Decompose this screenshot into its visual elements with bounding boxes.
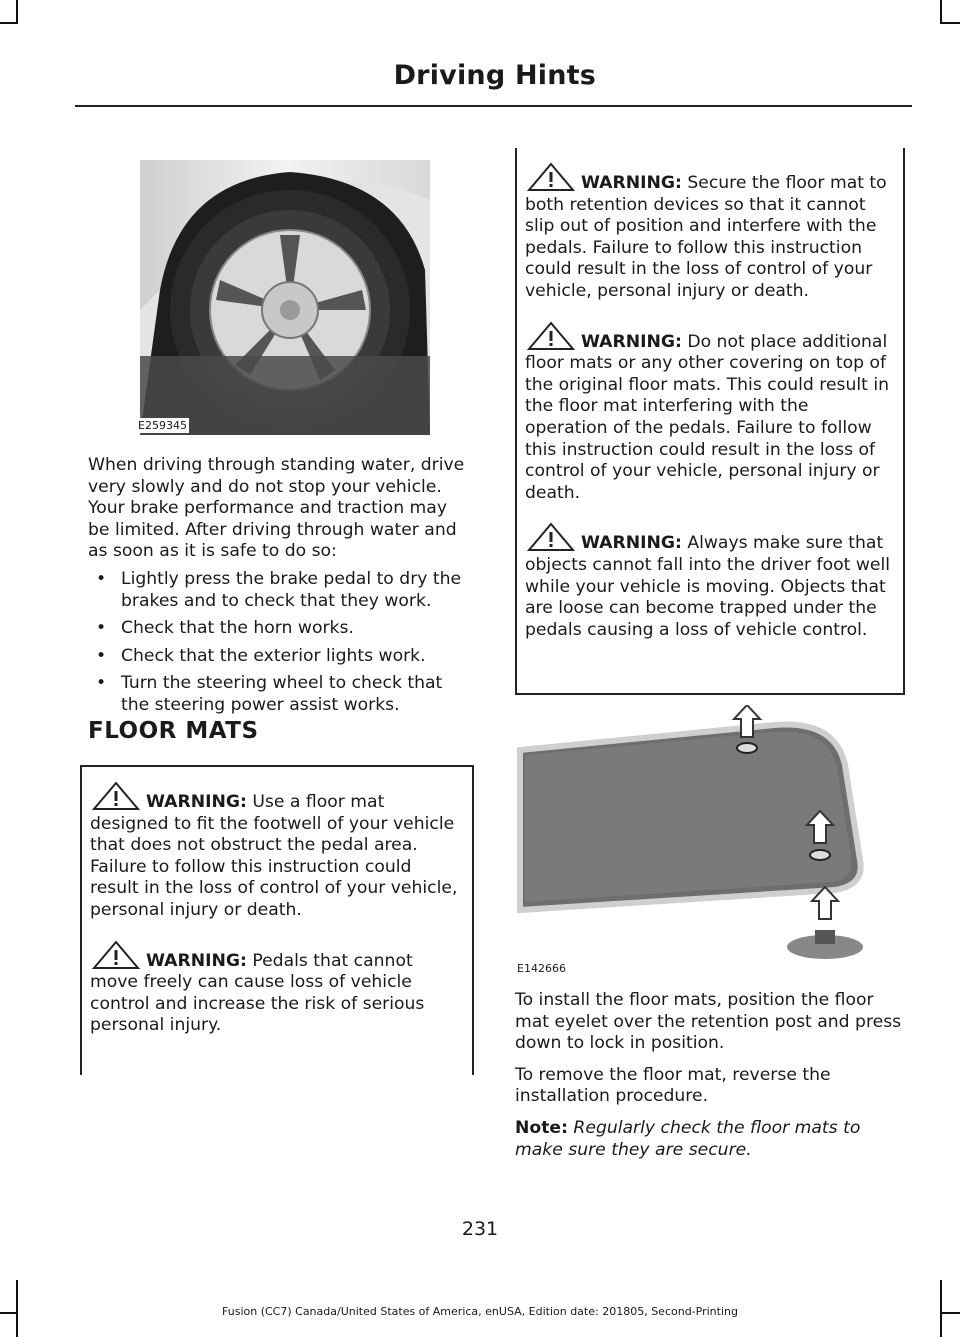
- page-header-title: Driving Hints: [393, 60, 596, 91]
- warning-item: [525, 522, 895, 641]
- warning-triangle-icon: [90, 781, 142, 811]
- list-item: • Lightly press the brake pedal to dry the brakes and to check that they work.: [88, 569, 473, 612]
- note-label: Note:: [515, 1117, 568, 1138]
- warning-text: Use a floor mat designed to fit the footwell of your vehicle that does not obstruct the pedal area. Failure to follow this instruction could result in the loss of control of your vehicle, personal injury or death.: [90, 792, 458, 920]
- retention-post-icon: [787, 887, 863, 959]
- water-driving-paragraph: When driving through standing water, drive very slowly and do not stop your vehicle. Your brake performance and traction may be limited. After driving through water and as soon as it is safe to do so:: [88, 455, 465, 562]
- warning-item: [90, 940, 464, 1037]
- install-instructions: To install the floor mats, position the floor mat eyelet over the retention post and press down to lock in position.: [515, 990, 902, 1054]
- left-column: [88, 455, 473, 717]
- warning-text: Pedals that cannot move freely can cause loss of vehicle control and increase the risk of serious personal injury.: [90, 950, 425, 1036]
- right-column-text: [515, 990, 905, 1161]
- warning-item: [90, 781, 464, 922]
- note: [515, 1118, 905, 1161]
- list-item: • Check that the exterior lights work.: [88, 646, 473, 668]
- right-warning-box: [515, 148, 905, 695]
- water-checklist: [88, 569, 473, 717]
- figure-code: E259345: [138, 419, 187, 432]
- warning-item: [525, 162, 895, 303]
- list-item: • Turn the steering wheel to check that the steering power assist works.: [88, 673, 473, 716]
- header-rule: [75, 105, 912, 107]
- page-footer: Fusion (CC7) Canada/United States of America, enUSA, Edition date: 201805, Second-Printing: [222, 1305, 738, 1318]
- crop-mark: [940, 0, 942, 22]
- warning-text: Do not place additional floor mats or any other covering on top of the original floor mats. This could result in the floor mat interfering with the operation of the pedals. Failure to follow this instruction could result in the loss of control of your vehicle, personal injury or death.: [525, 331, 890, 503]
- warning-triangle-icon: [525, 522, 577, 552]
- warning-text: Secure the floor mat to both retention devices so that it cannot slip out of position and interfere with the pedals. Failure to follow this instruction could result in the loss of control of your vehicle, personal injury or death.: [525, 173, 887, 301]
- warning-label: WARNING:: [146, 792, 247, 812]
- page-number: 231: [461, 1218, 499, 1240]
- warning-triangle-icon: [525, 321, 577, 351]
- list-item: • Check that the horn works.: [88, 618, 473, 640]
- note-text: Regularly check the floor mats to make sure they are secure.: [515, 1117, 861, 1160]
- warning-label: WARNING:: [581, 331, 682, 352]
- floor-mat-illustration: [515, 705, 905, 975]
- warning-label: WARNING:: [581, 533, 682, 554]
- left-warning-box: [80, 765, 474, 1075]
- crop-mark: [16, 0, 18, 22]
- section-heading-wrap: [88, 718, 259, 744]
- warning-triangle-icon: [90, 940, 142, 970]
- warning-label: WARNING:: [581, 173, 682, 193]
- section-heading: FLOOR MATS: [88, 718, 259, 744]
- crop-mark: [0, 22, 18, 24]
- crop-mark: [940, 22, 960, 24]
- warning-label: WARNING:: [146, 950, 247, 971]
- wheel-water-illustration: [140, 160, 430, 435]
- warning-text: Always make sure that objects cannot fall into the driver foot well while your vehicle is moving. Objects that are loose can become trapped under the pedals causing a loss of vehicle control.: [525, 533, 891, 640]
- remove-instructions: To remove the floor mat, reverse the installation procedure.: [515, 1064, 831, 1107]
- warning-triangle-icon: [525, 162, 577, 192]
- figure-code: E142666: [517, 962, 566, 975]
- warning-item: [525, 321, 895, 505]
